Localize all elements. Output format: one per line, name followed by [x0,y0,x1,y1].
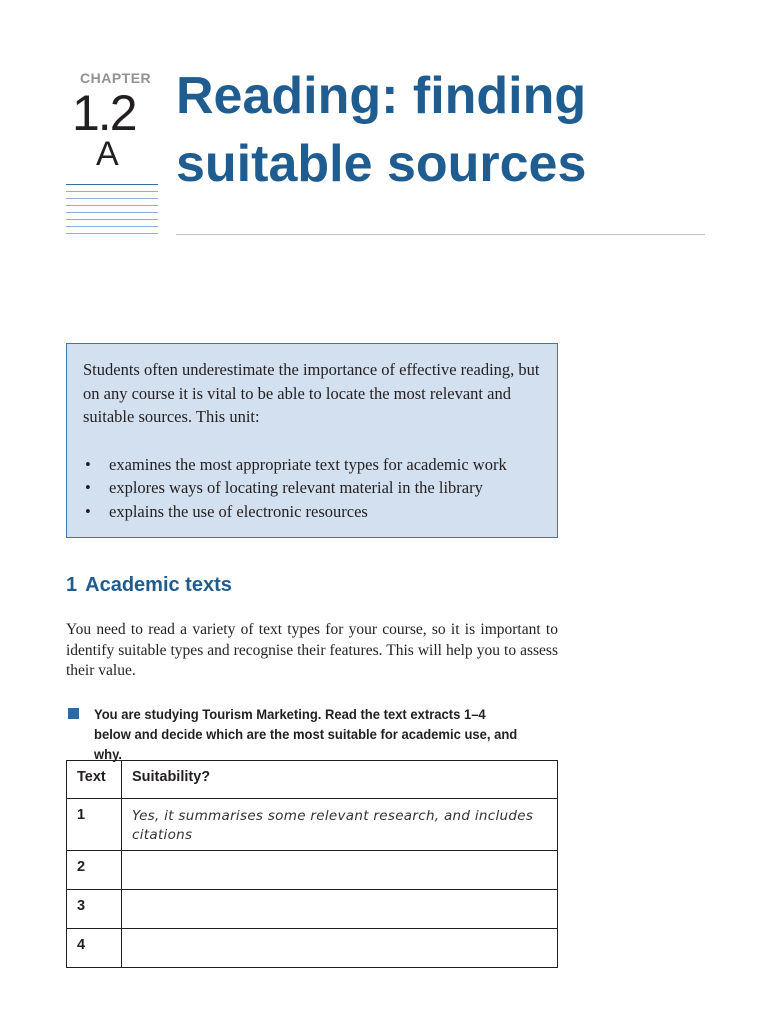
section-heading [66,574,232,597]
intro-bullet-item: • explains the use of electronic resources [83,500,543,524]
square-bullet-icon [68,708,79,719]
suitability-answer[interactable]: Yes, it summarises some relevant research, and includes citations [122,799,558,851]
suitability-answer[interactable] [122,890,558,929]
suitability-answer[interactable] [122,929,558,968]
table-row [67,799,558,851]
task-instruction [66,704,558,764]
table-row [67,890,558,929]
section-number: 1 [66,574,78,596]
page-title [176,62,716,198]
table-header-suitability: Suitability? [122,761,558,799]
section-title: Academic texts [85,574,232,596]
intro-paragraph: Students often underestimate the importance of effective reading, but on any course it is vital to be able to locate the most relevant and suitable sources. This unit: [83,360,540,426]
row-number: 2 [67,851,122,890]
intro-bullet-item: • explores ways of locating relevant material in the library [83,476,543,500]
row-number: 3 [67,890,122,929]
chapter-decorative-lines [66,184,158,240]
suitability-table [66,760,558,968]
intro-bullet-item: • examines the most appropriate text types for academic work [83,453,543,477]
row-number: 1 [67,799,122,851]
title-line-2: suitable sources [176,135,587,193]
title-divider [176,234,705,235]
suitability-answer[interactable] [122,851,558,890]
intro-bullet-list [83,453,543,524]
table-row [67,851,558,890]
title-line-1: Reading: finding [176,67,587,125]
chapter-letter: A [96,135,119,173]
chapter-number: 1.2 [72,85,136,141]
table-header-text: Text [67,761,122,799]
section-paragraph: You need to read a variety of text types for your course, so it is important to identify suitable types and recognise their features. This will help you to assess their value. [66,621,558,679]
task-text: You are studying Tourism Marketing. Read the text extracts 1–4 below and decide which are the most suitable for academic use, and why. [94,706,518,762]
intro-box [66,343,558,538]
chapter-marker [66,70,158,173]
table-row [67,929,558,968]
table-header-row [67,761,558,799]
chapter-label: CHAPTER [80,70,152,86]
row-number: 4 [67,929,122,968]
